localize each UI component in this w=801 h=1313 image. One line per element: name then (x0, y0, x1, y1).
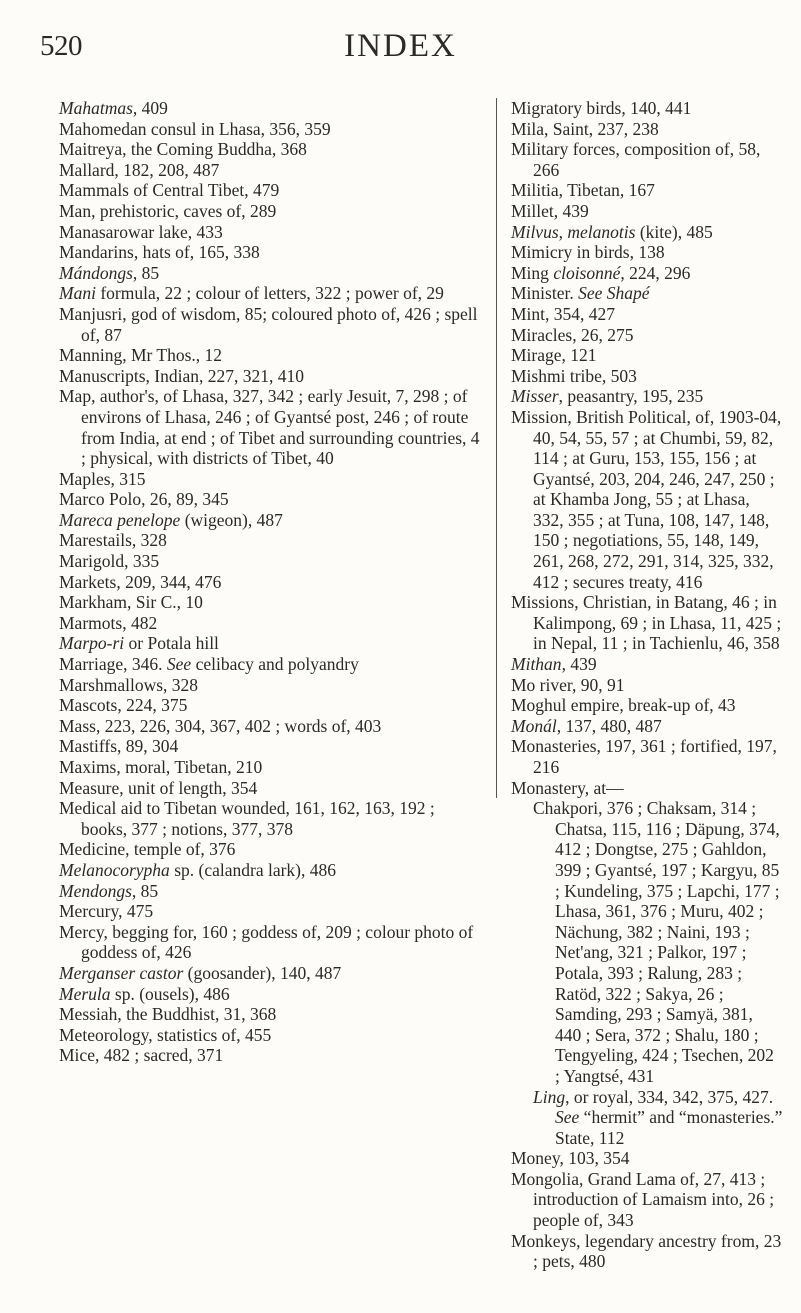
index-term: Chakpori, 376 ; Chaksam, 314 ; Chatsa, 115, 116 ; Däpung, 374, 412 ; Dongtse, 275 ; Gahldon, 399 ; Gyantsé, 197 ; Kargyu, 85 ; Kundeling, 375 ; Lapchi, 177 ; Lhasa, 361, 376 ; Muru, 402 ; Nächung, 382 ; Naini, 193 ; Net'ang, 321 ; Palkor, 197 ; Potala, 393 ; Ralung, 283 ; Ratöd, 322 ; Sakya, 26 ; Samding, 293 ; Samyä, 381, 440 ; Sera, 372 ; Shalu, 180 ; Tengyeling, 424 ; Tsechen, 202 ; Yangtsé, 431 (533, 798, 780, 1086)
index-entry (511, 695, 783, 716)
see-reference: See Shapé (578, 283, 650, 304)
index-term: Miracles, 26, 275 (511, 324, 634, 345)
index-term: Monastery, at— (511, 777, 624, 798)
index-entry (59, 551, 483, 572)
index-entry (59, 283, 483, 304)
index-term: Monasteries, 197, 361 ; fortified, 197, 216 (511, 736, 777, 777)
index-term: Mercury, 475 (59, 901, 154, 922)
page-number: 520 (40, 30, 82, 62)
index-entry (511, 1148, 783, 1169)
index-term: Mareca penelope (59, 509, 181, 530)
see-reference: See (166, 654, 192, 675)
index-term: Money, 103, 354 (511, 1148, 630, 1169)
index-term: Minister. (511, 283, 579, 304)
index-pages: celibacy and polyandry (191, 654, 359, 675)
index-entry (511, 304, 783, 325)
index-entry (511, 283, 783, 304)
index-pages: (kite), 485 (635, 221, 713, 242)
index-term: Migratory birds, 140, 441 (511, 98, 692, 118)
index-entry (59, 201, 483, 222)
index-term: Map, author's, of Lhasa, 327, 342 ; early Jesuit, 7, 298 ; of environs of Lhasa, 246 ; of Gyantsé post, 246 ; of route from India, at end ; of Tibet and surrounding countries, 4 ; physical, with districts of Tibet, 40 (59, 386, 480, 469)
index-entry (511, 1169, 783, 1231)
index-term: Melanocorypha (59, 859, 170, 880)
index-entry (511, 592, 783, 654)
index-entry (59, 1025, 483, 1046)
index-pages: , peasantry, 195, 235 (558, 386, 704, 407)
index-entry (59, 489, 483, 510)
index-entry (511, 675, 783, 696)
index-term: Merula (59, 983, 111, 1004)
index-entry (511, 386, 783, 407)
index-term: Mo river, 90, 91 (511, 674, 625, 695)
index-term: Meteorology, statistics of, 455 (59, 1024, 272, 1045)
index-term: Moghul empire, break-up of, 43 (511, 695, 736, 716)
index-entry (511, 366, 783, 387)
index-entry (59, 530, 483, 551)
index-term: Mendongs (59, 880, 132, 901)
index-entry (59, 263, 483, 284)
index-term: Markets, 209, 344, 476 (59, 571, 222, 592)
index-entry (511, 222, 783, 243)
index-entry (511, 119, 783, 140)
index-pages: , 224, 296 (620, 262, 691, 283)
index-term: Marestails, 328 (59, 530, 167, 551)
index-entry (59, 984, 483, 1005)
index-entry (59, 98, 483, 119)
index-entry (59, 633, 483, 654)
index-term: Maples, 315 (59, 468, 146, 489)
index-entry (511, 345, 783, 366)
index-term: Marigold, 335 (59, 551, 160, 572)
index-pages: , 85 (132, 262, 160, 283)
index-entry (59, 345, 483, 366)
index-entry (59, 613, 483, 634)
page-header (0, 28, 801, 78)
index-entry (511, 407, 783, 592)
index-term: Mercy, begging for, 160 ; goddess of, 209 ; colour photo of goddess of, 426 (59, 921, 474, 963)
index-entry (511, 736, 783, 777)
index-term: Maxims, moral, Tibetan, 210 (59, 757, 263, 777)
index-term: Marpo-ri (59, 633, 125, 654)
index-pages: or Potala hill (124, 633, 219, 654)
index-entry (59, 469, 483, 490)
index-term: Markham, Sir C., 10 (59, 592, 203, 613)
index-term: Messiah, the Buddhist, 31, 368 (59, 1004, 277, 1025)
see-reference: See (555, 1107, 580, 1128)
index-term: Mandarins, hats of, 165, 338 (59, 242, 260, 263)
index-entry (511, 242, 783, 263)
index-term: Marco Polo, 26, 89, 345 (59, 489, 229, 510)
index-entry (59, 119, 483, 140)
index-term: Millet, 439 (511, 200, 589, 221)
index-pages: , or royal, 334, 342, 375, 427. (565, 1086, 774, 1107)
index-term: Mascots, 224, 375 (59, 695, 188, 716)
index-term: Monkeys, legendary ancestry from, 23 ; pets, 480 (511, 1230, 782, 1272)
index-entry (59, 222, 483, 243)
index-pages: , 85 (131, 880, 159, 901)
index-entry (59, 675, 483, 696)
index-entry (59, 778, 483, 799)
index-term: Medicine, temple of, 376 (59, 839, 236, 860)
index-term: Maitreya, the Coming Buddha, 368 (59, 139, 307, 160)
index-term: Mission, British Political, of, 1903-04, 40, 54, 55, 57 ; at Chumbi, 59, 82, 114 ; at Guru, 153, 155, 156 ; at Gyantsé, 203, 204, 246, 247, 250 ; at Khamba Jong, 55 ; at Lhasa, 332, 355 ; at Tuna, 108, 147, 148, 150 ; negotiations, 55, 148, 149, 261, 268, 272, 291, 314, 325, 332, 412 ; secures treaty, 416 (511, 406, 782, 592)
index-entry (59, 839, 483, 860)
index-entry (59, 592, 483, 613)
index-term: Misser (511, 386, 559, 407)
index-term: Ling (533, 1086, 566, 1107)
index-term: Mani (59, 283, 96, 304)
index-term: Mice, 482 ; sacred, 371 (59, 1045, 224, 1066)
index-pages: , 137, 480, 487 (556, 715, 662, 736)
index-term: Manning, Mr Thos., 12 (59, 345, 223, 366)
index-term: Mishmi tribe, 503 (511, 365, 637, 386)
index-term: Mass, 223, 226, 304, 367, 402 ; words of, 403 (59, 715, 382, 736)
index-entry (511, 263, 783, 284)
index-entry (59, 1045, 483, 1066)
index-term: Mammals of Central Tibet, 479 (59, 180, 280, 201)
index-entry (511, 1231, 783, 1272)
index-term: Man, prehistoric, caves of, 289 (59, 200, 277, 221)
index-entry (511, 139, 783, 180)
index-term: Manjusri, god of wisdom, 85; coloured photo of, 426 ; spell of, 87 (59, 303, 478, 345)
index-entry (59, 139, 483, 160)
index-entry (59, 572, 483, 593)
index-entry (511, 180, 783, 201)
index-pages: formula, 22 ; colour of letters, 322 ; power of, 29 (95, 283, 444, 304)
index-entry (59, 386, 483, 468)
index-term: Missions, Christian, in Batang, 46 ; in Kalimpong, 69 ; in Lhasa, 11, 425 ; in Nepal, 11 ; in Tachienlu, 46, 358 (511, 592, 782, 654)
index-entry (59, 242, 483, 263)
index-term: Measure, unit of length, 354 (59, 777, 258, 798)
column-divider (496, 98, 497, 798)
index-entry (59, 160, 483, 181)
index-term: Mirage, 121 (511, 345, 597, 366)
index-entry (533, 1087, 783, 1149)
index-entry (511, 325, 783, 346)
index-pages: , 409 (132, 98, 168, 118)
index-entry (511, 716, 783, 737)
index-term: Mimicry in birds, 138 (511, 242, 665, 263)
index-entry (59, 881, 483, 902)
page-title: INDEX (344, 28, 457, 64)
index-term: Militia, Tibetan, 167 (511, 180, 655, 201)
index-term: Mahatmas (59, 98, 133, 118)
index-term: Military forces, composition of, 58, 266 (511, 139, 761, 180)
index-entry (59, 1004, 483, 1025)
index-term-italic: cloisonné (553, 262, 621, 283)
index-entry (533, 798, 783, 1086)
index-pages: sp. (calandra lark), 486 (169, 859, 336, 880)
index-entry (511, 654, 783, 675)
index-entry (59, 860, 483, 881)
index-entry (59, 798, 483, 839)
index-term: Mithan (511, 654, 562, 675)
index-entry (59, 180, 483, 201)
index-entry (59, 695, 483, 716)
index-entry (511, 778, 783, 799)
index-term: Medical aid to Tibetan wounded, 161, 162, 163, 192 ; books, 377 ; notions, 377, 378 (59, 798, 435, 839)
index-entry (59, 304, 483, 345)
index-entry (59, 901, 483, 922)
index-entry (59, 716, 483, 737)
index-pages: (goosander), 140, 487 (183, 962, 342, 983)
index-term: Mila, Saint, 237, 238 (511, 118, 659, 139)
index-entry (511, 98, 783, 119)
index-term: Marshmallows, 328 (59, 674, 199, 695)
index-entry (511, 201, 783, 222)
index-term: Mint, 354, 427 (511, 303, 616, 324)
index-term: Mastiffs, 89, 304 (59, 736, 179, 757)
index-entry (59, 963, 483, 984)
index-term: Merganser castor (59, 962, 184, 983)
index-pages: , 439 (561, 654, 597, 675)
index-term: Mongolia, Grand Lama of, 27, 413 ; introduction of Lamaism into, 26 ; people of, 343 (511, 1168, 775, 1231)
index-entry (59, 736, 483, 757)
index-entry (59, 757, 483, 778)
index-term: Mallard, 182, 208, 487 (59, 159, 220, 180)
index-term: Mahomedan consul in Lhasa, 356, 359 (59, 118, 331, 139)
index-column-left (59, 98, 483, 1066)
index-term: Ming (511, 262, 554, 283)
index-term: Monál (511, 715, 557, 736)
index-term: Marmots, 482 (59, 612, 158, 633)
index-pages: (wigeon), 487 (180, 509, 283, 530)
index-pages: “hermit” and “monasteries.” State, 112 (555, 1107, 783, 1148)
index-entry (59, 922, 483, 963)
index-term: Manasarowar lake, 433 (59, 221, 223, 242)
index-term: Mándongs (59, 262, 133, 283)
index-term: Marriage, 346. (59, 654, 167, 675)
index-pages: sp. (ousels), 486 (110, 983, 230, 1004)
index-column-right (511, 98, 783, 1272)
index-entry (59, 654, 483, 675)
index-term: Milvus, melanotis (511, 221, 636, 242)
index-entry (59, 510, 483, 531)
index-term: Manuscripts, Indian, 227, 321, 410 (59, 365, 304, 386)
index-entry (59, 366, 483, 387)
